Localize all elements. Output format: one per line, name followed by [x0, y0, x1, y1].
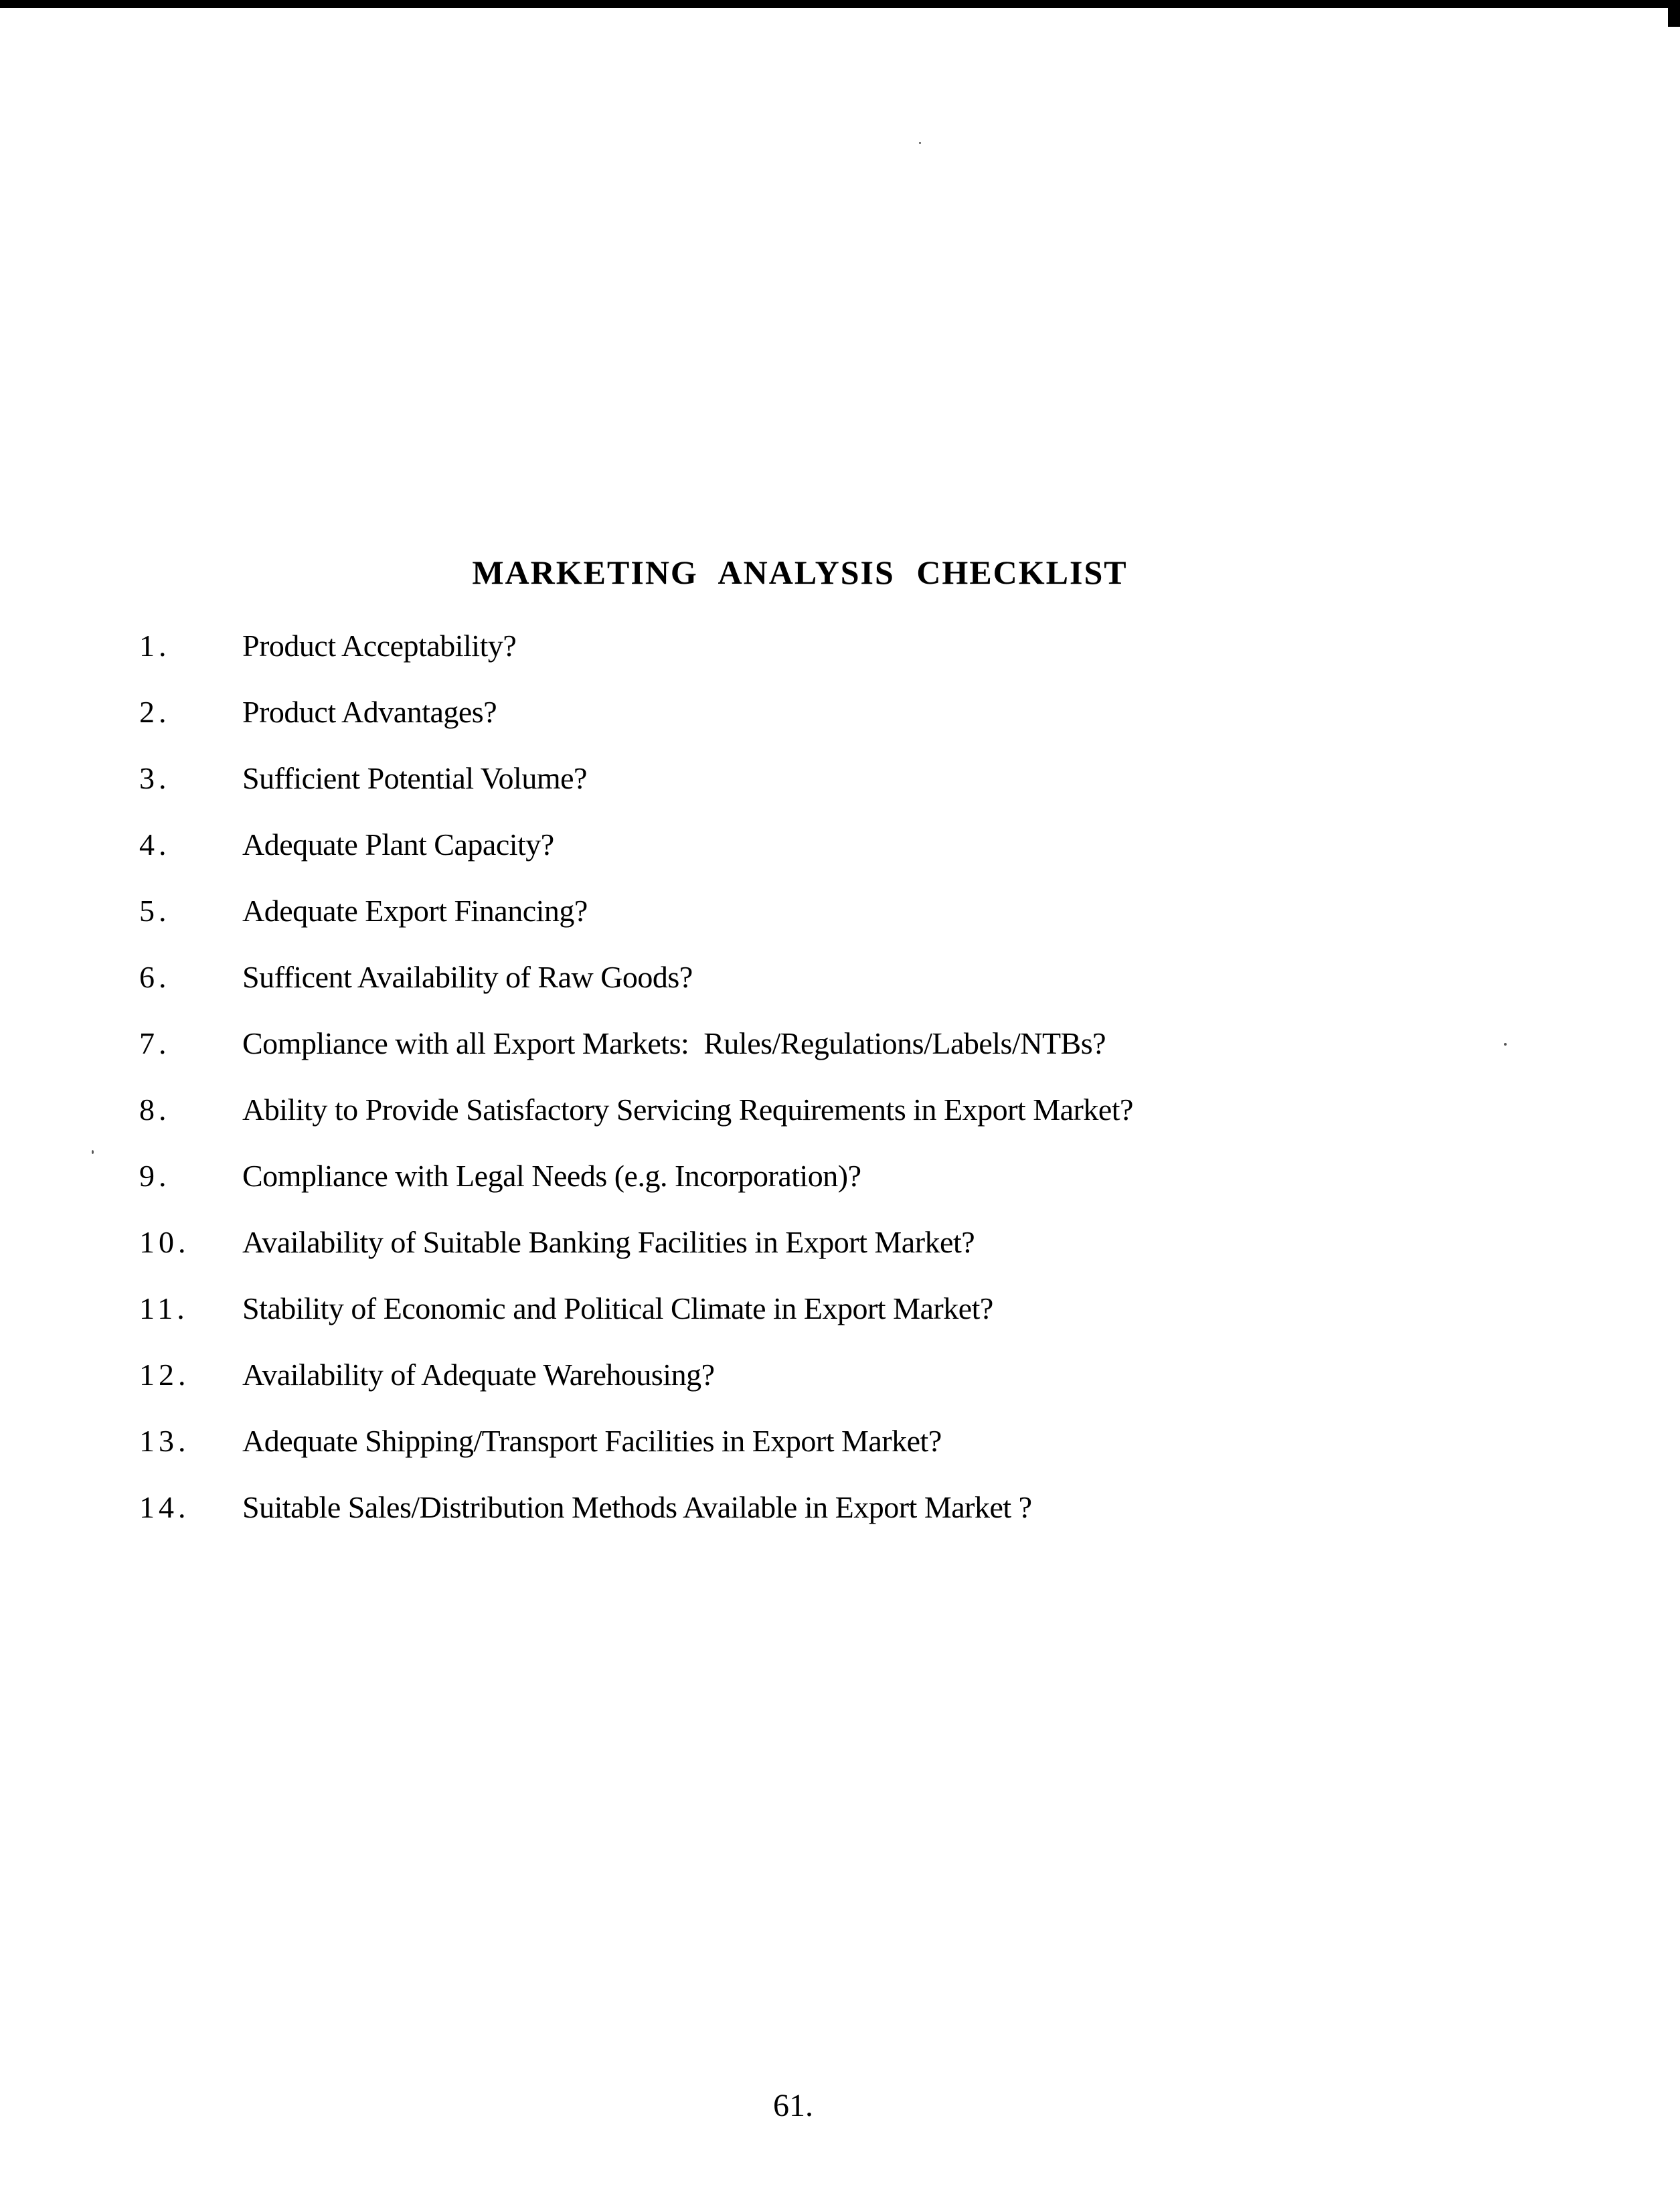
- item-number: 10.: [139, 1225, 190, 1259]
- checklist-item: [139, 692, 1133, 758]
- page-number: 61.: [773, 2088, 813, 2123]
- page-title: MARKETING ANALYSIS CHECKLIST: [472, 553, 1128, 591]
- checklist-item: [139, 825, 1133, 891]
- checklist-item: [139, 1222, 1133, 1289]
- checklist-item: [139, 1355, 1133, 1421]
- item-number: 9.: [139, 1159, 171, 1193]
- checklist-item: [139, 626, 1133, 692]
- item-number: 5.: [139, 894, 171, 928]
- item-number: 12.: [139, 1358, 190, 1392]
- item-text: Availability of Suitable Banking Facilities in Export Market?: [242, 1225, 975, 1259]
- scan-speck: [92, 1150, 94, 1154]
- checklist-item: [139, 1090, 1133, 1156]
- checklist-item: [139, 957, 1133, 1024]
- checklist: [139, 626, 1133, 1554]
- item-number: 13.: [139, 1424, 190, 1458]
- checklist-item: [139, 891, 1133, 957]
- checklist-item: [139, 1487, 1133, 1554]
- scan-speck: [919, 142, 921, 144]
- item-number: 1.: [139, 629, 171, 663]
- scan-corner-edge: [1668, 0, 1680, 27]
- checklist-item: [139, 758, 1133, 825]
- scan-top-edge: [0, 0, 1680, 8]
- checklist-item: [139, 1289, 1133, 1355]
- checklist-item: [139, 1421, 1133, 1487]
- item-number: 3.: [139, 761, 171, 795]
- item-text: Sufficient Potential Volume?: [242, 761, 587, 795]
- item-number: 4.: [139, 827, 171, 862]
- item-text: Product Acceptability?: [242, 629, 517, 663]
- item-text: Stability of Economic and Political Climate in Export Market?: [242, 1291, 993, 1325]
- checklist-item: [139, 1024, 1133, 1090]
- item-text: Compliance with Legal Needs (e.g. Incorporation)?: [242, 1159, 861, 1193]
- item-number: 11.: [139, 1291, 189, 1325]
- item-text: Product Advantages?: [242, 695, 497, 729]
- item-number: 14.: [139, 1490, 190, 1524]
- scan-speck: [1504, 1043, 1507, 1046]
- item-text: Sufficent Availability of Raw Goods?: [242, 960, 693, 994]
- item-number: 2.: [139, 695, 171, 729]
- item-text: Suitable Sales/Distribution Methods Available in Export Market ?: [242, 1490, 1032, 1524]
- item-text: Ability to Provide Satisfactory Servicing Requirements in Export Market?: [242, 1092, 1133, 1127]
- item-text: Compliance with all Export Markets: Rules/Regulations/Labels/NTBs?: [242, 1026, 1106, 1060]
- item-number: 7.: [139, 1026, 171, 1060]
- item-text: Adequate Export Financing?: [242, 894, 588, 928]
- item-text: Adequate Shipping/Transport Facilities in Export Market?: [242, 1424, 942, 1458]
- item-number: 8.: [139, 1092, 171, 1127]
- item-text: Adequate Plant Capacity?: [242, 827, 554, 862]
- item-number: 6.: [139, 960, 171, 994]
- item-text: Availability of Adequate Warehousing?: [242, 1358, 715, 1392]
- checklist-item: [139, 1156, 1133, 1222]
